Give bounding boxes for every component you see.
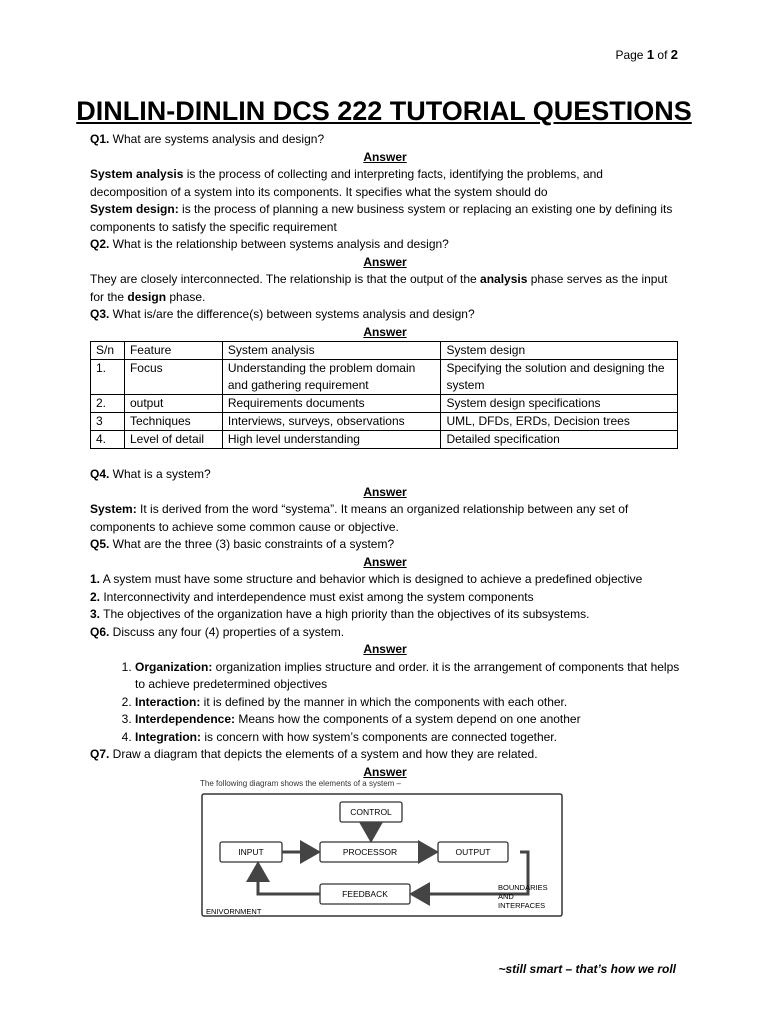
table-cell: Understanding the problem domain and gathering requirement (222, 360, 441, 395)
table-row (91, 413, 678, 431)
processor-label: PROCESSOR (342, 847, 398, 857)
answer-heading: Answer (363, 554, 407, 569)
constraint-item: 1. A system must have some structure and behavior which is designed to achieve a predefined objective (90, 572, 643, 586)
table-cell: System design specifications (441, 395, 678, 413)
table-header: S/n (91, 342, 125, 360)
answer-1-design: System design: is the process of planning a new business system or replacing an existing one by defining its components to satisfy the specific requirement (90, 202, 673, 234)
table-cell: Interviews, surveys, observations (222, 413, 441, 431)
output-label: OUTPUT (455, 847, 491, 857)
diagram-caption: The following diagram shows the elements of a system – (200, 779, 401, 788)
table-cell: 3 (91, 413, 125, 431)
arrow-feedback-input (258, 864, 320, 894)
answer-heading: Answer (363, 764, 407, 779)
table-cell: 2. (91, 395, 125, 413)
system-elements-diagram (198, 778, 568, 920)
document-title: DINLIN-DINLIN DCS 222 TUTORIAL QUESTIONS (76, 96, 692, 126)
boundaries-label: INTERFACES (498, 901, 546, 910)
table-cell: 4. (91, 431, 125, 449)
question-4: Q4. What is a system? (90, 467, 211, 481)
constraint-item: 2. Interconnectivity and interdependence must exist among the system components (90, 589, 534, 604)
table-cell: Specifying the solution and designing the system (441, 360, 678, 395)
comparison-table (90, 341, 678, 449)
table-cell: Techniques (124, 413, 222, 431)
document-body (90, 131, 680, 781)
table-cell: UML, DFDs, ERDs, Decision trees (441, 413, 678, 431)
page-number: Page 1 of 2 (615, 47, 678, 62)
answer-heading: Answer (363, 149, 407, 164)
properties-list (90, 659, 680, 747)
table-cell: Focus (124, 360, 222, 395)
boundaries-label: BOUNDARIES (498, 883, 548, 892)
table-cell: Detailed specification (441, 431, 678, 449)
question-7: Q7. Draw a diagram that depicts the elements of a system and how they are related. (90, 747, 538, 761)
question-1: Q1. What are systems analysis and design? (90, 132, 325, 146)
question-6: Q6. Discuss any four (4) properties of a system. (90, 624, 345, 639)
answer-heading: Answer (363, 254, 407, 269)
table-row (91, 395, 678, 413)
table-header: System design (441, 342, 678, 360)
table-header-row (91, 342, 678, 360)
constraint-item: 3. The objectives of the organization have a high priority than the objectives of its subsystems. (90, 607, 590, 621)
table-cell: 1. (91, 360, 125, 395)
answer-heading: Answer (363, 642, 407, 656)
table-cell: Level of detail (124, 431, 222, 449)
answer-heading: Answer (363, 324, 407, 339)
answer-2: They are closely interconnected. The relationship is that the output of the analysis phase serves as the input for the design phase. (90, 272, 668, 304)
question-2: Q2. What is the relationship between systems analysis and design? (90, 237, 449, 251)
table-header: Feature (124, 342, 222, 360)
table-row (91, 360, 678, 395)
table-cell: output (124, 395, 222, 413)
control-label: CONTROL (350, 807, 392, 817)
question-3: Q3. What is/are the difference(s) between systems analysis and design? (90, 307, 475, 321)
feedback-label: FEEDBACK (342, 889, 388, 899)
question-5: Q5. What are the three (3) basic constraints of a system? (90, 537, 395, 551)
answer-4: System: It is derived from the word “systema”. It means an organized relationship between any set of components to achieve some common cause or objective. (90, 502, 629, 534)
footer-tagline: ~still smart – that’s how we roll (498, 962, 676, 976)
list-item: 4. Integration: is concern with how system’s components are connected together. (135, 729, 680, 747)
answer-heading: Answer (363, 484, 407, 499)
table-row (91, 431, 678, 449)
list-item: 1. Organization: organization implies structure and order. it is the arrangement of components that helps to achieve predetermined objectives (135, 659, 680, 694)
environment-label: ENIVORNMENT (206, 907, 262, 916)
list-item: 3. Interdependence: Means how the components of a system depend on one another (135, 711, 680, 729)
answer-1-analysis: System analysis is the process of collecting and interpreting facts, identifying the problems, and decomposition of a system into its components. It specifies what the system should do (90, 167, 603, 199)
list-item: 2. Interaction: it is defined by the manner in which the components with each other. (135, 694, 680, 712)
table-cell: High level understanding (222, 431, 441, 449)
boundaries-label: AND (498, 892, 514, 901)
table-header: System analysis (222, 342, 441, 360)
table-cell: Requirements documents (222, 395, 441, 413)
input-label: INPUT (238, 847, 264, 857)
